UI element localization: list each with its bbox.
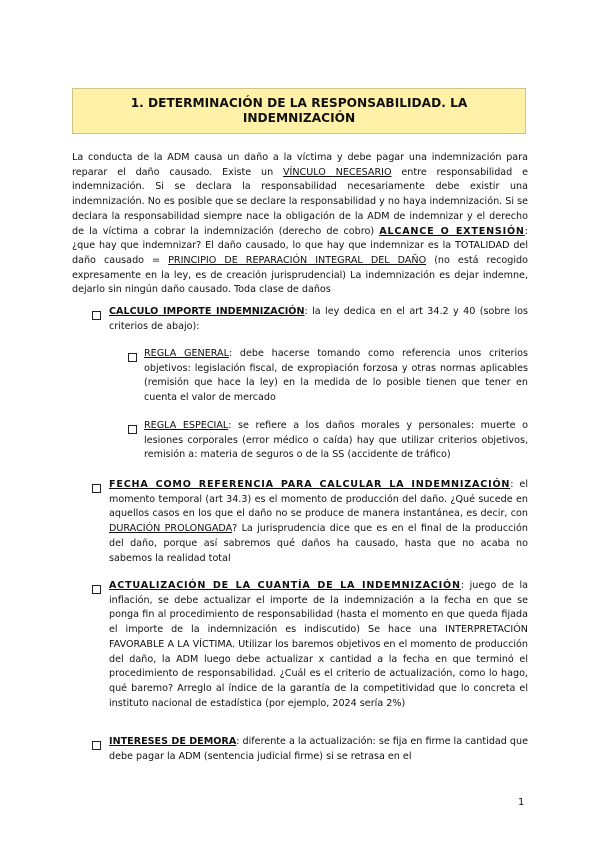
intro-paragraph: La conducta de la ADM causa un daño a la víctima y debe pagar una indemnización para reparar el daño causado. Existe un VÍNCULO NECESARIO entre responsabilidad e indemnización. Si se declara la responsabilidad necesariamente debe existir una indemnización. No es posible que se declare la responsabilidad y no haya indemnización. Si se declara la responsabilidad siempre nace la obligación de la ADM de indemnizar y el derecho de la víctima a cobrar la indemnización (derecho de cobro) ALCANCE O EXTENSIÓN: ¿que hay que indemnizar? El daño causado, lo que hay que indemnizar es la TOTALIDAD del daño causado = PRINCIPIO DE REPARACIÓN INTEGRAL DEL DAÑO (no está recogido expresamente en la ley, es de creación jurisprudencial) La indemnización es dejar indemne, dejarlo sin ningún daño causado. Toda clase de daños xyxy=(72,152,528,296)
alcance-term: ALCANCE O EXTENSIÓN xyxy=(379,225,525,237)
regla-general-item: REGLA GENERAL: debe hacerse tomando como referencia unos criterios objetivos: legislación fiscal, de expropiación forzosa y otras normas aplicables (remisión que hace la ley) en la medida de lo posible tienen que tener en cuenta el valor de mercado xyxy=(144,348,528,404)
calculo-heading: CALCULO IMPORTE INDEMNIZACIÓN xyxy=(109,306,305,317)
regla-especial-heading: REGLA ESPECIAL xyxy=(144,420,229,431)
duracion-term: DURACIÓN PROLONGADA xyxy=(109,523,233,535)
section-title: 1. DETERMINACIÓN DE LA RESPONSABILIDAD. LA INDEMNIZACIÓN xyxy=(130,96,468,125)
fecha-heading: FECHA COMO REFERENCIA PARA CALCULAR LA INDEMNIZACIÓN xyxy=(109,479,511,490)
principio-term: PRINCIPIO DE REPARACIÓN INTEGRAL DEL DAÑO xyxy=(168,254,427,266)
regla-general-heading: REGLA GENERAL xyxy=(144,348,229,359)
intereses-checkbox[interactable] xyxy=(92,741,101,750)
intereses-heading: INTERESES DE DEMORA xyxy=(109,736,237,747)
regla-especial-item: REGLA ESPECIAL: se refiere a los daños morales y personales: muerte o lesiones corporales (error médico o caída) hay que utilizar criterios objetivos, remisión a: materia de seguros o de la SS (accidente de tráfico) xyxy=(144,420,528,461)
regla-general-checkbox[interactable] xyxy=(128,353,137,362)
fecha-item: FECHA COMO REFERENCIA PARA CALCULAR LA INDEMNIZACIÓN: el momento temporal (art 34.3) es el momento de producción del daño. ¿Qué sucede en aquellos casos en los que el daño no se produce de manera instantánea, es decir, con DURACIÓN PROLONGADA? La jurisprudencia dice que es en el final de la producción del daño, porque así sabremos qué daños ha causado, hasta que no acaba no sabemos la realidad total xyxy=(109,479,528,564)
fecha-checkbox[interactable] xyxy=(92,484,101,493)
section-title-box xyxy=(72,88,526,134)
intereses-item: INTERESES DE DEMORA: diferente a la actualización: se fija en firme la cantidad que debe pagar la ADM (sentencia judicial firme) si se retrasa en el xyxy=(109,736,528,762)
calculo-item: CALCULO IMPORTE INDEMNIZACIÓN: la ley dedica en el art 34.2 y 40 (sobre los criterios de abajo): xyxy=(109,306,528,332)
calculo-checkbox[interactable] xyxy=(92,311,101,320)
actualizacion-checkbox[interactable] xyxy=(92,585,101,594)
vinculo-term: VÍNCULO NECESARIO xyxy=(282,166,392,178)
page-number: 1 xyxy=(518,797,525,808)
actualizacion-heading: ACTUALIZACIÓN DE LA CUANTÍA DE LA INDEMNIZACIÓN xyxy=(109,580,461,591)
actualizacion-item: ACTUALIZACIÓN DE LA CUANTÍA DE LA INDEMNIZACIÓN: juego de la inflación, se debe actualizar el importe de la indemnización a la fecha en que se ponga fin al procedimiento de responsabilidad (hasta el momento en que queda fijada el importe de la indemnización es indiscutido) Se hace una INTERPRETACIÓN FAVORABLE A LA VÍCTIMA. Utilizar los baremos objetivos en el momento de producción del daño, la ADM luego debe actualizar x cantidad a la fecha en que terminó el procedimiento de responsabilidad. ¿Cuál es el criterio de actualización, como lo hago, qué baremo? Arreglo al índice de la garantía de la competitividad que lo concreta el instituto nacional de estadística (por ejemplo, 2024 sería 2%) xyxy=(109,580,528,709)
regla-especial-checkbox[interactable] xyxy=(128,425,137,434)
